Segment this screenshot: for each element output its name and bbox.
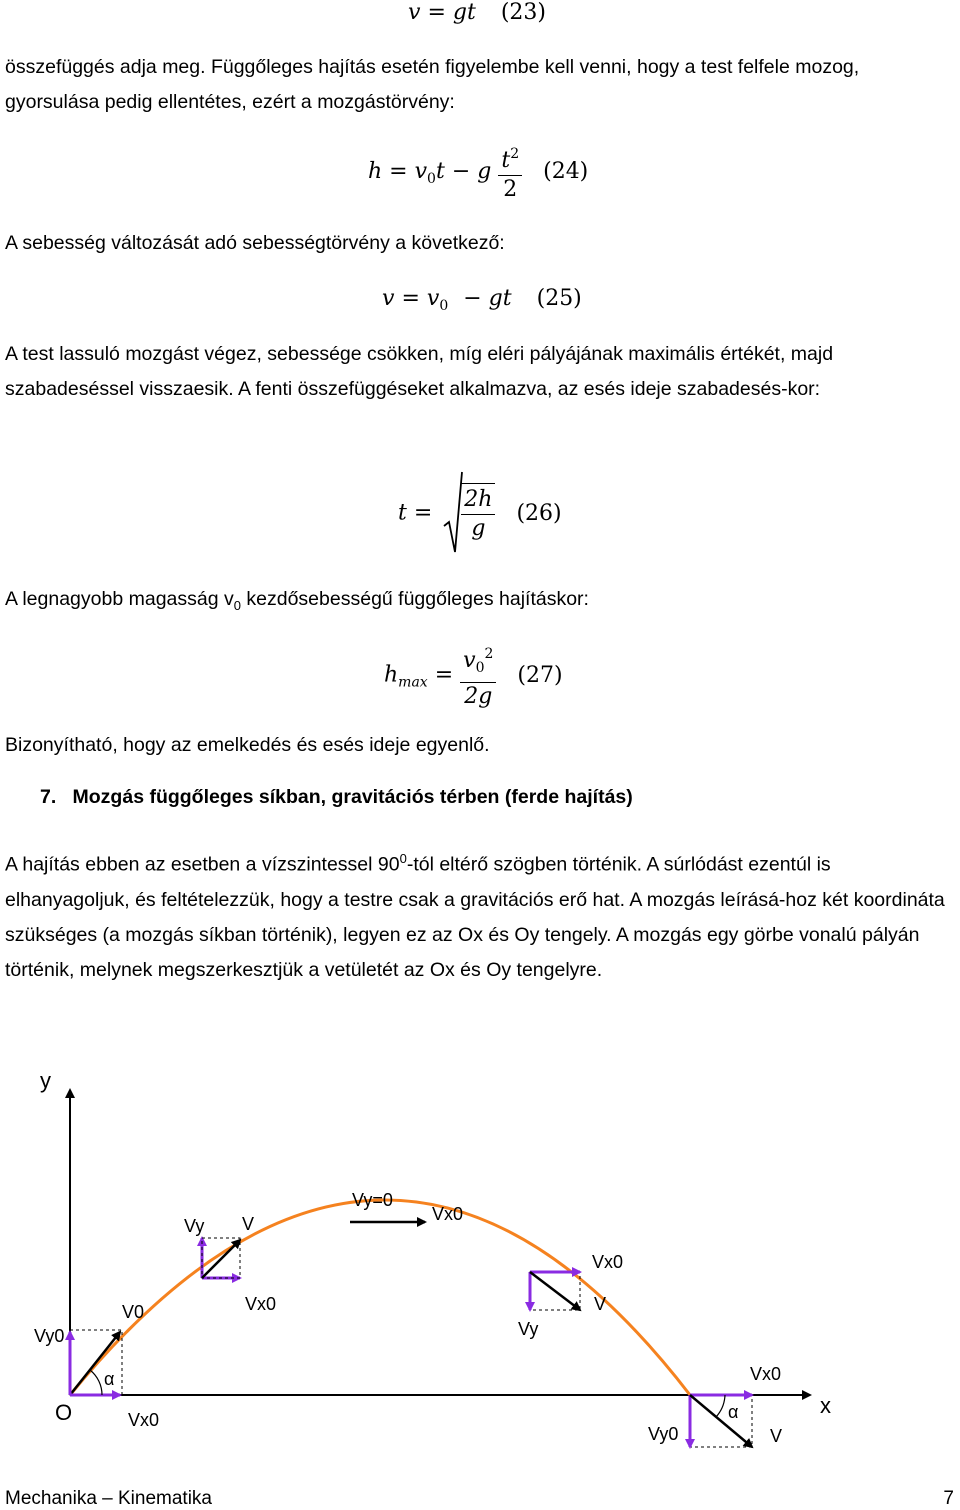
eq26-equals: = — [413, 500, 433, 526]
paragraph-4 — [5, 582, 955, 623]
paragraph-6 — [5, 841, 955, 988]
eq25-sub: 0 — [439, 298, 449, 314]
label-vx0-up: Vx0 — [245, 1294, 277, 1314]
paragraph-2: A sebesség változását adó sebességtörvény a következő: — [5, 232, 505, 254]
eq25-lhs: v — [382, 286, 395, 311]
eq24-equals: = — [389, 159, 408, 184]
paragraph-1: összefüggés adja meg. Függőleges hajítás esetén figyelembe kell venni, hogy a test felfele mozog, gyorsulása pedig ellentétes, ezért a mozgástörvény: — [5, 56, 860, 113]
label-v0: V0 — [122, 1302, 145, 1322]
eq26-lhs: t — [398, 500, 407, 526]
label-vy0-left: Vy0 — [34, 1326, 65, 1346]
section-heading — [40, 786, 633, 809]
eq24-v: v — [414, 159, 428, 184]
eq27-frac-sup: 2 — [484, 646, 494, 662]
eq25-number: (25) — [536, 286, 582, 311]
eq26-number: (26) — [516, 500, 562, 526]
eq27-h: h — [384, 662, 399, 688]
eq27-fraction — [460, 640, 496, 711]
eq24-frac-bottom: 2 — [503, 177, 518, 202]
label-o: O — [55, 1400, 73, 1425]
eq23-lhs: v — [408, 0, 421, 25]
eq24-minus: − — [451, 159, 471, 184]
sqrt-icon — [443, 470, 463, 556]
eq24-fraction — [498, 140, 522, 204]
equation-27 — [384, 640, 563, 711]
equation-26 — [398, 470, 562, 556]
eq26-frac-bottom: g — [471, 516, 486, 541]
p6-sup: 0 — [399, 851, 407, 866]
label-y: y — [40, 1068, 51, 1093]
paragraph-3: A test lassuló mozgást végez, sebessége csökken, míg eléri pályájának maximális értékét, majd szabadeséssel visszaesik. A fenti összefüggéseket alkalmazva, az esés ideje szabadesés-kor: — [5, 343, 834, 400]
p4-sub: 0 — [233, 597, 241, 613]
label-v-up: V — [242, 1214, 255, 1234]
label-x: x — [820, 1393, 831, 1418]
v-right-vector — [690, 1395, 752, 1447]
page-number: 7 — [943, 1488, 954, 1509]
label-vy-down: Vy — [518, 1319, 539, 1339]
eq27-equals: = — [434, 662, 454, 688]
alpha-arc — [90, 1370, 102, 1395]
p4-text-a: A legnagyobb magasság v — [5, 588, 234, 610]
label-vx0-down: Vx0 — [592, 1252, 624, 1272]
eq25-gt: gt — [488, 286, 512, 311]
eq24-t: t — [435, 159, 445, 184]
eq27-sub: max — [398, 674, 428, 691]
eq26-frac-top: 2h — [461, 486, 495, 515]
label-v-right: V — [770, 1426, 783, 1446]
heading-title: Mozgás függőleges síkban, gravitációs térben (ferde hajítás) — [72, 786, 633, 808]
eq24-frac-sup: 2 — [510, 146, 520, 162]
eq24-sub: 0 — [427, 171, 436, 187]
label-vy-top: Vy=0 — [352, 1190, 393, 1210]
eq24-g: g — [477, 159, 492, 184]
v-up-vector — [202, 1240, 240, 1278]
label-vx0-bottom-left: Vx0 — [128, 1410, 160, 1430]
eq24-h: h — [368, 159, 383, 184]
label-alpha-right: α — [728, 1402, 739, 1422]
eq27-frac-top: v — [463, 648, 476, 673]
eq23-number: (23) — [500, 0, 546, 25]
eq27-frac-bottom: 2g — [464, 684, 493, 709]
v-down-vector — [530, 1272, 580, 1310]
paragraph-5: Bizonyítható, hogy az emelkedés és esés ideje egyenlő. — [5, 734, 490, 756]
eq23-equals: = — [427, 0, 446, 25]
equation-25 — [382, 286, 582, 314]
label-vy-up: Vy — [184, 1216, 205, 1236]
projectile-figure — [0, 1060, 960, 1480]
eq25-minus: − — [463, 286, 482, 311]
heading-number: 7. — [40, 786, 57, 808]
label-v-down: V — [594, 1294, 607, 1314]
p6-text-a: A hajítás ebben az esetben a vízszintessel 90 — [5, 853, 400, 876]
eq25-v: v — [426, 286, 440, 311]
eq24-number: (24) — [543, 159, 589, 184]
equation-23 — [408, 0, 546, 25]
p6-text-b: -tól eltérő szögben történik. A súrlódást ezentúl is elhanyagoljuk, és feltételezzük, hogy a testre csak a gravitációs erő hat. A mozgás leírásá-hoz két koordináta szükséges (a mozgás síkban történik), legyen ez az Ox és Oy tengely. A mozgás egy görbe vonalú pályán történik, melynek megszerkesztjük a vetületét az Ox és Oy tengelyre. — [5, 853, 945, 981]
eq24-frac-top: t — [501, 148, 511, 173]
eq27-number: (27) — [517, 662, 563, 688]
eq26-fraction — [461, 483, 495, 543]
label-alpha: α — [104, 1369, 115, 1389]
label-vy0-right: Vy0 — [648, 1424, 679, 1444]
p4-text-b: kezdősebességű függőleges hajításkor: — [240, 588, 589, 610]
label-vx0-right: Vx0 — [750, 1364, 782, 1384]
eq23-rhs: gt — [452, 0, 476, 25]
footer-title: Mechanika – Kinematika — [5, 1488, 212, 1509]
alpha-arc-right — [716, 1395, 725, 1417]
label-vx0-top: Vx0 — [432, 1204, 464, 1224]
eq27-frac-sub: 0 — [475, 660, 485, 676]
eq25-equals: = — [401, 286, 420, 311]
equation-24 — [368, 140, 588, 204]
